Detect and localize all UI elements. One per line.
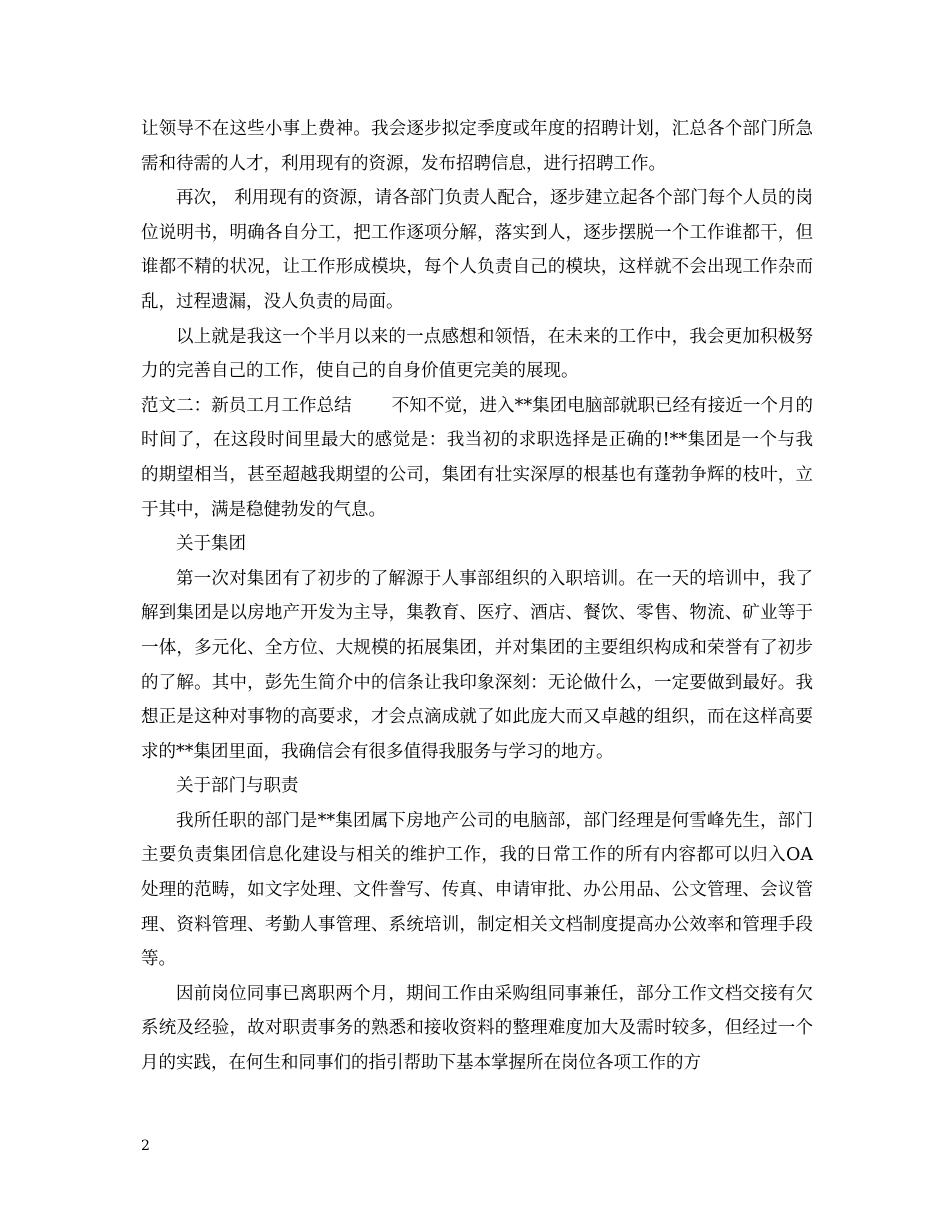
fanwen-title: 范文二：新员工月工作总结 <box>141 395 352 416</box>
page-number: 2 <box>141 1138 150 1154</box>
fanwen-intro: 不知不觉，进入**集团电脑部就职已经有接近一个月的时间了，在这段时间里最大的感觉是：我当初的求职选择是正确的!**集团是一个与我的期望相当，甚至超越我期望的公司，集团有壮实深厚的根基也有蓬勃争辉的枝叶，立于其中，满是稳健勃发的气息。 <box>141 395 814 520</box>
paragraph-next-step: 再次， 利用现有的资源，请各部门负责人配合，逐步建立起各个部门每个人员的岗位说明书，明确各自分工，把工作逐项分解，落实到人，逐步摆脱一个工作谁都干，但谁都不精的状况，让工作形成模块，每个人负责自己的模块，这样就不会出现工作杂而乱，过程遗漏，没人负责的局面。 <box>141 188 813 312</box>
heading-about-group: 关于集团 <box>176 534 246 555</box>
paragraph-fanwen-two <box>141 389 813 527</box>
heading-department-duties: 关于部门与职责 <box>176 776 299 797</box>
document-body <box>141 112 813 1081</box>
paragraph-summary: 以上就是我这一个半月以来的一点感想和领悟，在未来的工作中，我会更加积极努力的完善自己的工作，使自己的自身价值更完美的展现。 <box>141 326 813 382</box>
paragraph-department-duties: 我所任职的部门是**集团属下房地产公司的电脑部，部门经理是何雪峰先生，部门主要负责集团信息化建设与相关的维护工作，我的日常工作的所有内容都可以归入OA处理的范畴，如文字处理、文件誊写、传真、申请审批、办公用品、公文管理、会议管理、资料管理、考勤人事管理、系统培训，制定相关文档制度提高办公效率和管理手段等。 <box>141 810 813 970</box>
paragraph-recruitment: 让领导不在这些小事上费神。我会逐步拟定季度或年度的招聘计划，汇总各个部门所急需和待需的人才，利用现有的资源，发布招聘信息，进行招聘工作。 <box>141 119 813 174</box>
paragraph-about-group: 第一次对集团有了初步的了解源于人事部组织的入职培训。在一天的培训中，我了解到集团是以房地产开发为主导，集教育、医疗、酒店、餐饮、零售、物流、矿业等于一体，多元化、全方位、大规模的拓展集团，并对集团的主要组织构成和荣誉有了初步的了解。其中，彭先生简介中的信条让我印象深刻：无论做什么，一定要做到最好。我想正是这种对事物的高要求，才会点滴成就了如此庞大而又卓越的组织，而在这样高要求的**集团里面，我确信会有很多值得我服务与学习的地方。 <box>141 568 813 762</box>
paragraph-handover: 因前岗位同事已离职两个月，期间工作由采购组同事兼任，部分工作文档交接有欠系统及经验，故对职责事务的熟悉和接收资料的整理难度加大及需时较多，但经过一个月的实践，在何生和同事们的指引帮助下基本掌握所在岗位各项工作的方 <box>141 983 813 1074</box>
